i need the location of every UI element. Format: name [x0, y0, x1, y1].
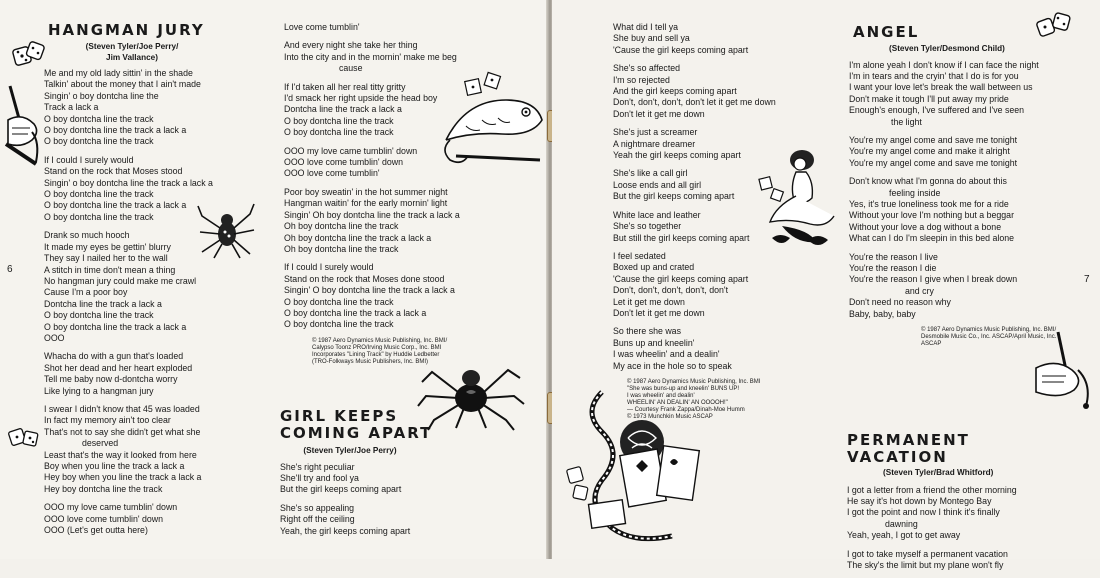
copyright-notice: © 1987 Aero Dynamics Music Publishing, Inc. BMI/ Calypso Toonz PRO/Irving Music Corp., Inc. BMI Incorporates "Lining Track" by Huddie Ledbetter (TRO-Folkways Music Publishers, Inc. BMI)	[312, 337, 448, 365]
lyric-verse: If I could I surely would Stand on the rock that Moses stood Singin' o boy dontcha line the track a lack a O boy dontcha line the track O boy dontcha line the track a lack a O boy dontcha line the track	[44, 154, 213, 222]
lyric-verse: She's just a screamer A nightmare dreamer Yeah the girl keeps coming apart	[613, 127, 741, 161]
lyric-verse: White lace and leather She's so together But still the girl keeps coming apart	[613, 209, 750, 243]
song-title-hangman-jury: HANGMAN JURY	[48, 21, 205, 39]
lyric-verse: OOO my love came tumblin' down OOO love come tumblin' down OOO (Let's get outta here)	[44, 502, 178, 536]
lyric-verse: She's so affected I'm so rejected And the girl keeps coming apart Don't, don't, don't, don't let it get me down Don't let it get me down	[613, 63, 776, 119]
dice-icon	[1036, 12, 1074, 42]
songwriter-credit: (Steven Tyler/Joe Perry/ Jim Vallance)	[85, 42, 179, 62]
lyric-verse: She's so appealing Right off the ceiling Yeah, the girl keeps coming apart	[280, 502, 411, 536]
lyric-verse: Me and my old lady sittin' in the shade Talkin' about the money that I ain't made Singin' o boy dontcha line the Track a lack a O boy dontcha line the track O boy dontcha line the track a lack a O boy dontcha line the track	[44, 68, 201, 147]
lyric-verse: Poor boy sweatin' in the hot summer night Hangman waitin' for the early mornin' light Singin' Oh boy dontcha line the track a lack a Oh boy dontcha line the track Oh boy dontcha line the track a lack a Oh boy dontcha line the track	[284, 186, 460, 254]
lyric-verse: So there she was Buns up and kneelin' I was wheelin' and a dealin' My ace in the hole so to speak	[613, 326, 732, 371]
song-title-girl-keeps-coming-apart: GIRL KEEPS COMING APART	[280, 407, 433, 442]
hand-rope-icon	[2, 82, 44, 172]
lyric-verse: You're my angel come and save me tonight You're my angel come and make it alright You're my angel come and save me tonight	[849, 134, 1018, 168]
lyric-verse: Whacha do with a gun that's loaded Shot her dead and her heart exploded Tell me baby now d-dontcha worry Like lying to a hangman jury	[44, 351, 193, 396]
permanent-vacation-column	[847, 432, 1087, 578]
lyric-verse: Love come tumblin'	[284, 22, 360, 32]
tarantula-icon	[416, 352, 526, 432]
lyric-verse: If I could I surely would Stand on the rock that Moses done stood Singin' O boy dontcha line the track a lack a O boy dontcha line the track O boy dontcha line the track a lack a O boy dontcha line the track	[284, 262, 455, 330]
lyric-verse: I got a letter from a friend the other morning He say it's hot down by Montego Bay I got the point and now I think it's finally dawning Yeah, yeah, I got to get away	[847, 484, 1017, 541]
songwriter-credit: (Steven Tyler/Brad Whitford)	[883, 468, 994, 477]
lyric-verse: OOO my love came tumblin' down OOO love come tumblin' down OOO love come tumblin'	[284, 145, 418, 179]
hand-rope-icon	[1028, 330, 1098, 410]
lyric-verse: I swear I didn't know that 45 was loaded In fact my memory ain't too clear That's not to say she didn't get what she deserved Least that's the way it looked from here Boy when you line the track a lack a Hey boy when you line the track a lack a Hey boy dontcha line the track	[44, 403, 202, 494]
dice-icon	[8, 424, 42, 452]
song-title-permanent-vacation: PERMANENT VACATION	[847, 431, 970, 466]
left-page	[0, 0, 548, 559]
lyric-verse: You're the reason I live You're the reason I die You're the reason I give when I break down and cry Don't need no reason why Baby, baby, baby	[849, 251, 1018, 319]
page-number: 7	[1084, 274, 1090, 285]
lyric-verse: If I'd taken all her real titty gritty I'd smack her right upside the head boy Dontcha line the track a lack a O boy dontcha line the track O boy dontcha line the track	[284, 81, 438, 138]
lyric-verse: Drank so much hooch It made my eyes be gettin' blurry They say I nailed her to the wall A stitch in time don't mean a thing No hangman jury could make me crawl Cause I'm a poor boy Dontcha line the track a lack a O boy dontcha line the track O boy dontcha line the track a lack a OOO	[44, 230, 197, 343]
page-number: 6	[7, 264, 13, 275]
pinup-girl-icon	[752, 146, 838, 256]
copyright-notice: © 1987 Aero Dynamics Music Publishing, Inc. BMI "She was buns-up and kneelin' BUNS UP! I was wheelin' and dealin' WHEELIN' AN DEALIN' AN OOOOH!" — Courtesy Frank Zappa/Dinah-Moe Humm © 1973 Munchkin Music ASCAP	[627, 378, 761, 420]
lyric-verse: And every night she take her thing Into the city and in the mornin' make me beg cause	[284, 40, 457, 74]
chameleon-dagger-icon	[436, 60, 546, 170]
hangman-jury-column	[44, 22, 244, 543]
songwriter-credit: (Steven Tyler/Desmond Child)	[889, 44, 1005, 53]
song-title-angel: ANGEL	[853, 23, 920, 41]
songwriter-credit: (Steven Tyler/Joe Perry)	[303, 446, 397, 455]
lyric-verse: I got to take myself a permanent vacation The sky's the limit but my plane won't fly	[847, 548, 1008, 570]
copyright-notice: © 1987 Aero Dynamics Music Publishing, Inc. BMI/ Desmobile Music Co., Inc. ASCAP/April Music, Inc. ASCAP	[921, 327, 1057, 348]
lyric-verse: I'm alone yeah I don't know if I can face the night I'm in tears and the cryin' that I do is for you I want your love let's break the wall between us Don't make it tough I'll put away my pride Enough's enough, I've suffered and I've seen the light	[849, 59, 1039, 127]
lyric-verse: She's right peculiar She'll try and fool ya But the girl keeps coming apart	[280, 461, 402, 495]
lyric-verse: What did I tell ya She buy and sell ya 'Cause the girl keeps coming apart	[613, 22, 749, 55]
dice-icon	[12, 40, 48, 70]
snake-rose-cards-icon	[562, 382, 712, 552]
lyric-verse: She's like a call girl Loose ends and all girl But the girl keeps coming apart	[613, 168, 735, 202]
lyric-verse: Don't know what I'm gonna do about this feeling inside Yes, it's true loneliness took me for a ride Without your love I'm nothing but a beggar Without your love a dog without a bone What can I do I'm sleepin in this bed alone	[849, 176, 1015, 244]
lyric-verse: I feel sedated Boxed up and crated 'Cause the girl keeps coming apart Don't, don't, don't, don't, don't Let it get me down Don't let it get me down	[613, 250, 749, 318]
angel-column	[849, 24, 1079, 348]
right-page	[552, 0, 1100, 570]
spider-icon	[196, 202, 258, 260]
